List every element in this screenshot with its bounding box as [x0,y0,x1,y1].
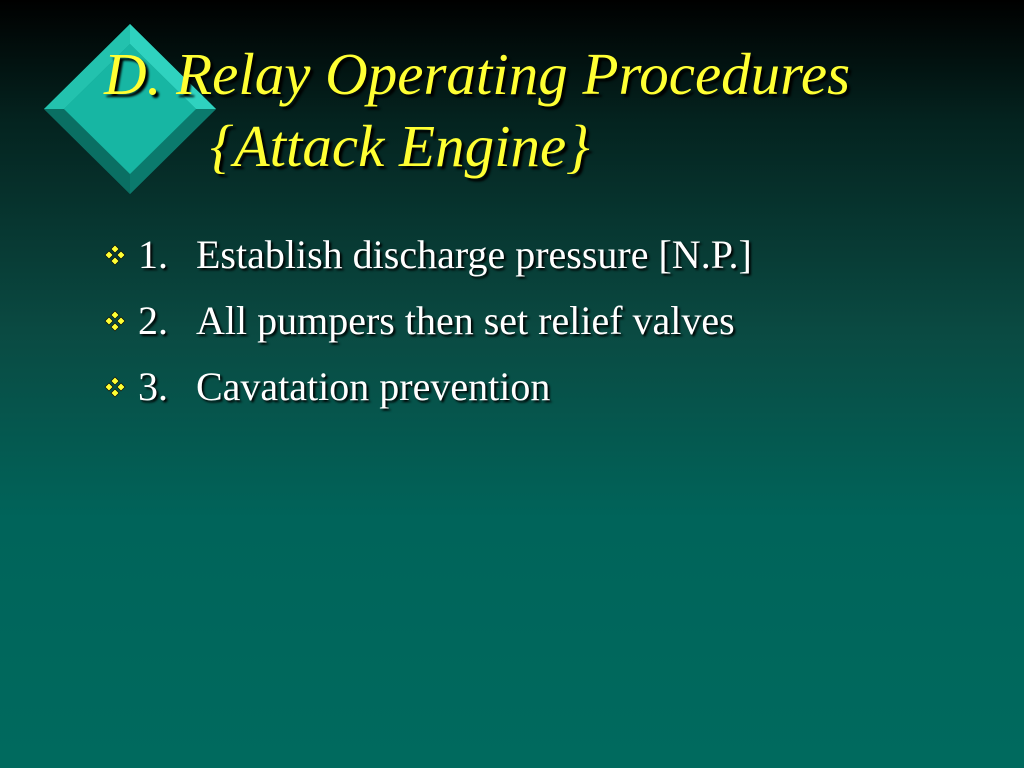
bullet-number: 2. [138,298,168,343]
bullet-list [104,222,752,420]
bullet-item-3 [104,354,752,420]
four-diamond-bullet-icon [104,244,138,266]
bullet-number: 1. [138,232,168,277]
bullet-item-1 [104,222,752,288]
bullet-item-2 [104,288,752,354]
four-diamond-bullet-icon [104,376,138,398]
bullet-text: Establish discharge pressure [N.P.] [196,232,752,277]
four-diamond-bullet-icon [104,310,138,332]
bullet-number: 3. [138,364,168,409]
slide-title-line-1: D. Relay Operating Procedures [104,41,851,107]
slide-title [104,38,984,182]
slide-title-line-2: {Attack Engine} [210,113,590,179]
bullet-text: All pumpers then set relief valves [196,298,735,343]
bullet-text: Cavatation prevention [196,364,551,409]
